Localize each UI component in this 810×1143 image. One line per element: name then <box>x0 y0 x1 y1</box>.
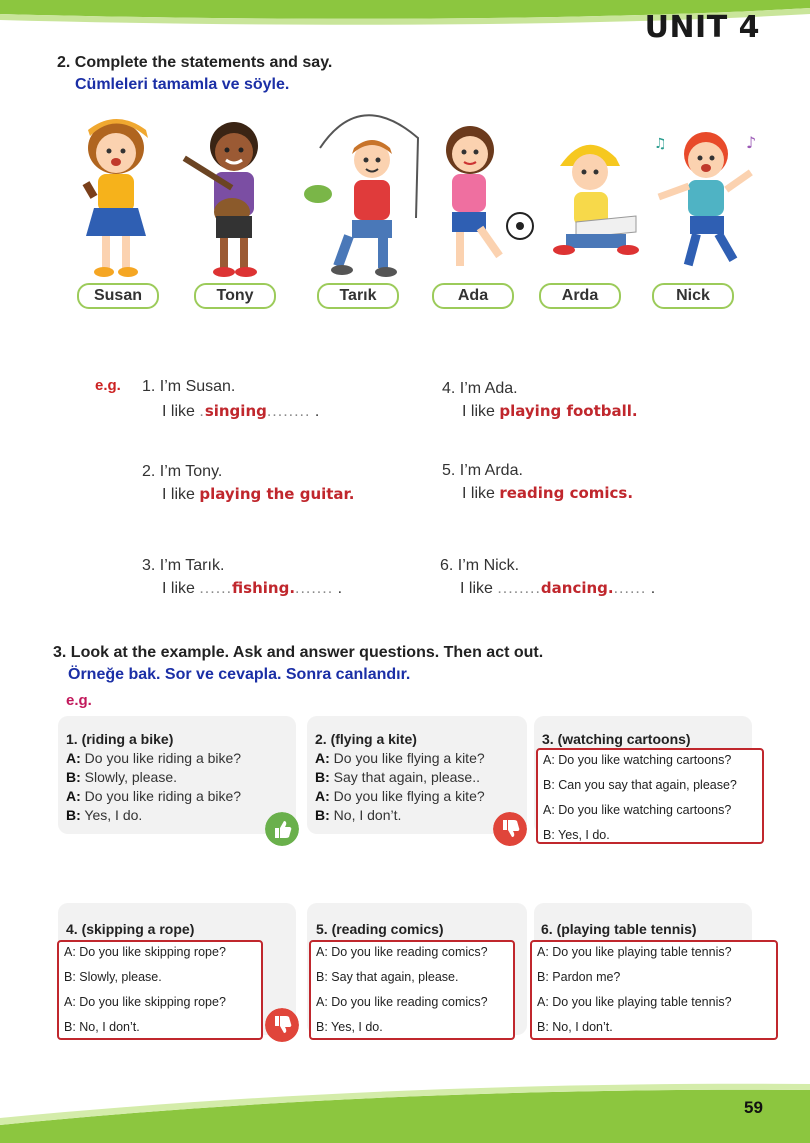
answer-text: dancing. <box>540 579 614 597</box>
name-label-ada: Ada <box>432 283 514 309</box>
answer-text: fishing. <box>232 579 296 597</box>
name-label-arda: Arda <box>539 283 621 309</box>
dialogue-text: A: Do you like flying a kite? B: Say that again, please.. A: Do you like flying a kite? B: No, I don’t. <box>315 750 485 823</box>
statement-prefix: I like <box>462 485 495 502</box>
name-label-tony: Tony <box>194 283 276 309</box>
statement-2 <box>142 463 355 503</box>
page-number: 59 <box>744 1098 763 1117</box>
thumbs-down-icon <box>493 812 527 846</box>
unit-title: UNIT 4 <box>644 10 760 45</box>
card-title: 1. (riding a bike) <box>66 731 174 747</box>
girl-playing-football-icon <box>420 108 540 288</box>
statement-intro: 4. I’m Ada. <box>442 380 518 397</box>
statement-intro: 6. I’m Nick. <box>440 557 520 574</box>
statement-3: 3. I’m Tarık. I like ......fishing........ . <box>142 557 343 597</box>
exercise2-heading: 2. Complete the statements and say. <box>57 54 333 71</box>
exercise2-subheading: Cümleleri tamamla ve söyle. <box>75 76 290 93</box>
answer-text: singing <box>204 402 267 420</box>
statement-prefix: I like <box>460 580 493 597</box>
name-label-nick: Nick <box>652 283 734 309</box>
boy-dancing-icon <box>648 108 768 288</box>
svg-text:♫: ♫ <box>654 136 667 152</box>
card-title: 6. (playing table tennis) <box>541 921 697 937</box>
name-label-susan: Susan <box>77 283 159 309</box>
statement-intro: 1. I’m Susan. <box>142 378 236 395</box>
bottom-green-swoosh <box>0 1080 810 1143</box>
boy-fishing-icon <box>300 108 420 288</box>
written-answer-box: A: Do you like watching cartoons? B: Can you say that again, please? A: Do you like watching cartoons? B: Yes, I do. <box>536 748 764 844</box>
answer-text: playing football. <box>499 402 638 420</box>
exercise3-heading: 3. Look at the example. Ask and answer questions. Then act out. <box>53 644 544 661</box>
thumbs-down-icon <box>265 1008 299 1042</box>
card-title: 2. (flying a kite) <box>315 731 417 747</box>
statement-intro: 5. I’m Arda. <box>442 462 523 479</box>
statement-prefix: I like <box>162 580 195 597</box>
exercise3-example-label: e.g. <box>66 692 92 709</box>
exercise3-subheading: Örneğe bak. Sor ve cevapla. Sonra canlandır. <box>68 666 411 683</box>
statement-prefix: I like <box>462 403 495 420</box>
written-answer-box: A: Do you like playing table tennis? B: Pardon me? A: Do you like playing table tennis? B: No, I don’t. <box>530 940 778 1040</box>
statement-prefix: I like <box>162 486 195 503</box>
statement-5 <box>442 462 634 502</box>
svg-text:♪: ♪ <box>746 133 757 152</box>
statement-prefix: I like <box>162 403 195 420</box>
statement-4 <box>442 380 638 420</box>
example-label: e.g. <box>95 377 121 394</box>
statement-intro: 2. I’m Tony. <box>142 463 223 480</box>
written-answer-box: A: Do you like reading comics? B: Say that again, please. A: Do you like reading comics? B: Yes, I do. <box>309 940 515 1040</box>
dialogue-text: A: Do you like riding a bike? B: Slowly, please. A: Do you like riding a bike? B: Yes, I do. <box>66 750 242 823</box>
card-title: 3. (watching cartoons) <box>542 731 691 747</box>
answer-text: playing the guitar. <box>199 485 355 503</box>
statement-6: 6. I’m Nick. I like ........dancing....... . <box>440 557 656 597</box>
girl-singing-microphone-icon <box>56 108 176 288</box>
boy-reading-comics-icon <box>536 108 656 288</box>
name-label-tarik: Tarık <box>317 283 399 309</box>
answer-text: reading comics. <box>499 484 634 502</box>
written-answer-box: A: Do you like skipping rope? B: Slowly, please. A: Do you like skipping rope? B: No, I don’t. <box>57 940 263 1040</box>
statement-1: 1. I’m Susan. I like .singing........ . <box>142 378 320 420</box>
card-title: 4. (skipping a rope) <box>66 921 195 937</box>
boy-playing-guitar-icon <box>174 108 294 288</box>
card-title: 5. (reading comics) <box>316 921 444 937</box>
thumbs-up-icon <box>265 812 299 846</box>
statement-intro: 3. I’m Tarık. <box>142 557 225 574</box>
